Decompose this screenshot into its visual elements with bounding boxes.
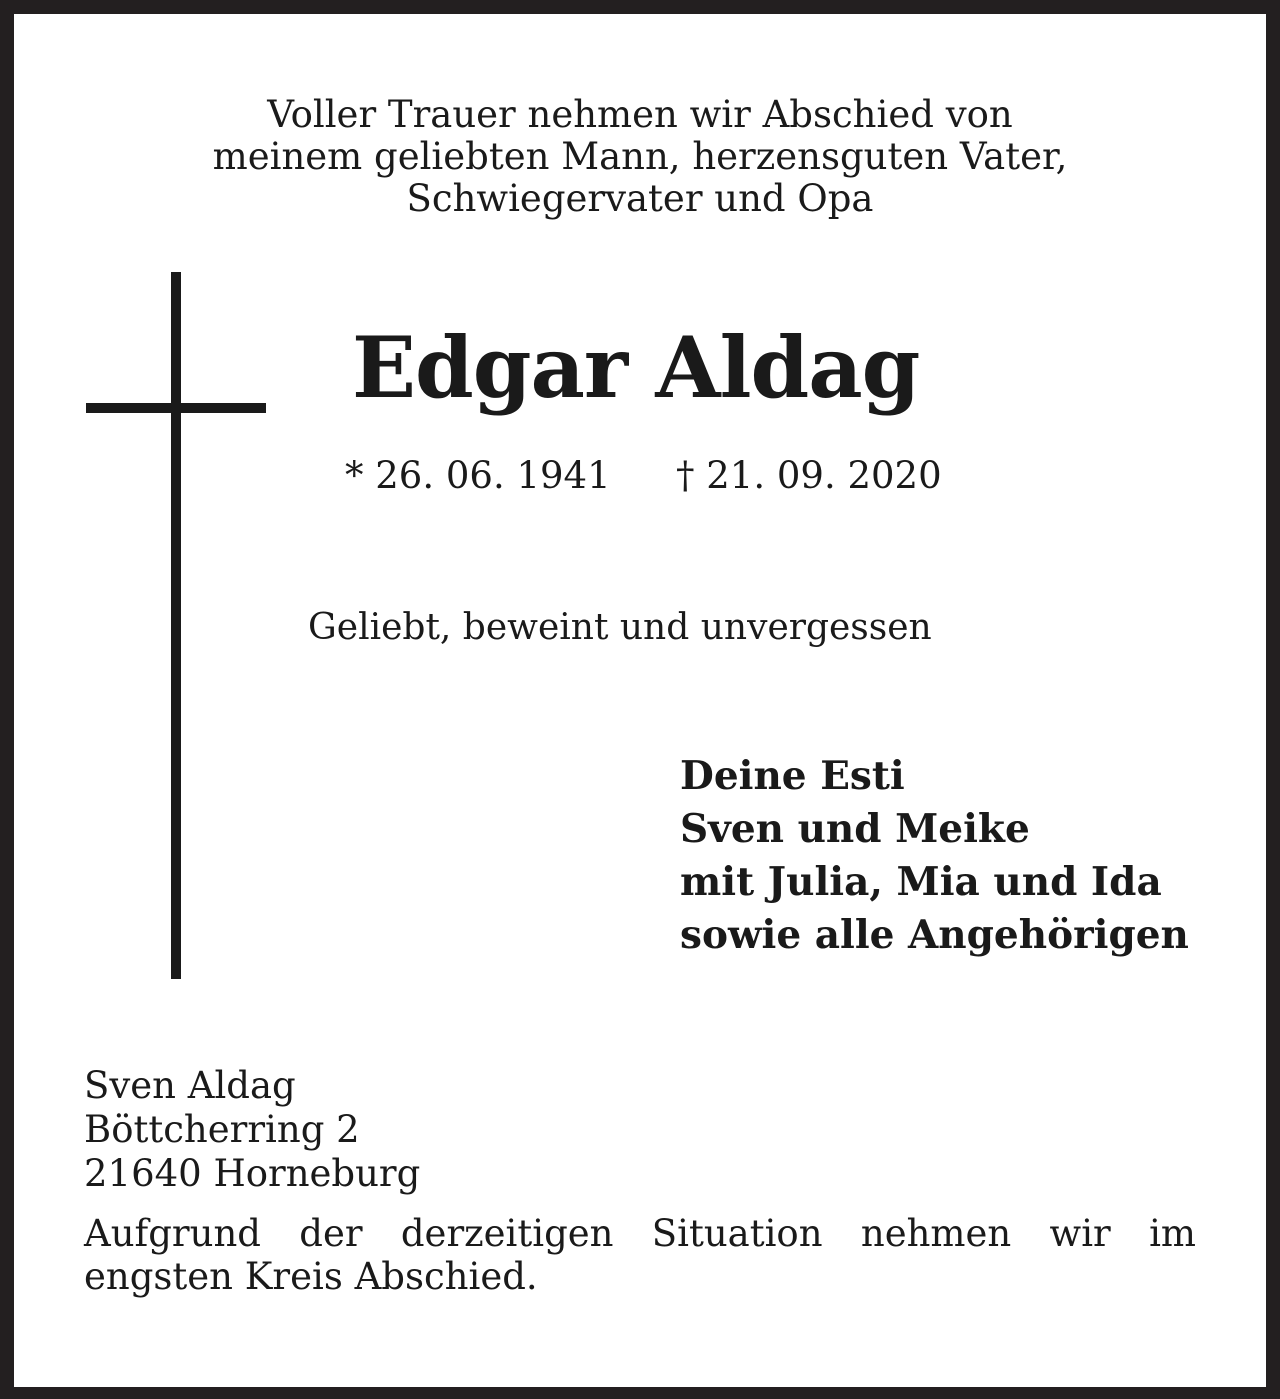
birth-date: * 26. 06. 1941: [345, 454, 611, 497]
motto-text: Geliebt, beweint und unvergessen: [308, 607, 932, 648]
address-name: Sven Aldag: [84, 1064, 296, 1107]
address-city: 21640 Horneburg: [84, 1152, 421, 1195]
deceased-name: Edgar Aldag: [352, 318, 920, 417]
address-street: Böttcherring 2: [84, 1108, 360, 1151]
family-signature: [680, 750, 1189, 962]
contact-address: [84, 1064, 420, 1196]
funeral-notice: [84, 1212, 1196, 1298]
cross-icon-vertical-bar: [171, 272, 181, 979]
family-line-3: mit Julia, Mia und Ida: [680, 859, 1162, 905]
family-line-4: sowie alle Angehörigen: [680, 912, 1189, 958]
cross-icon-horizontal-bar: [86, 403, 266, 413]
family-line-1: Deine Esti: [680, 753, 905, 799]
notice-line-1: Aufgrund der derzeitigen Situation nehmen wir im: [84, 1212, 1196, 1255]
intro-text: [0, 94, 1280, 220]
death-date: † 21. 09. 2020: [676, 454, 942, 497]
family-line-2: Sven und Meike: [680, 806, 1030, 852]
intro-line-3: Schwiegervater und Opa: [406, 177, 874, 220]
notice-line-2: engsten Kreis Abschied.: [84, 1255, 538, 1298]
intro-line-1: Voller Trauer nehmen wir Abschied von: [267, 93, 1013, 136]
intro-line-2: meinem geliebten Mann, herzensguten Vater,: [212, 135, 1068, 178]
